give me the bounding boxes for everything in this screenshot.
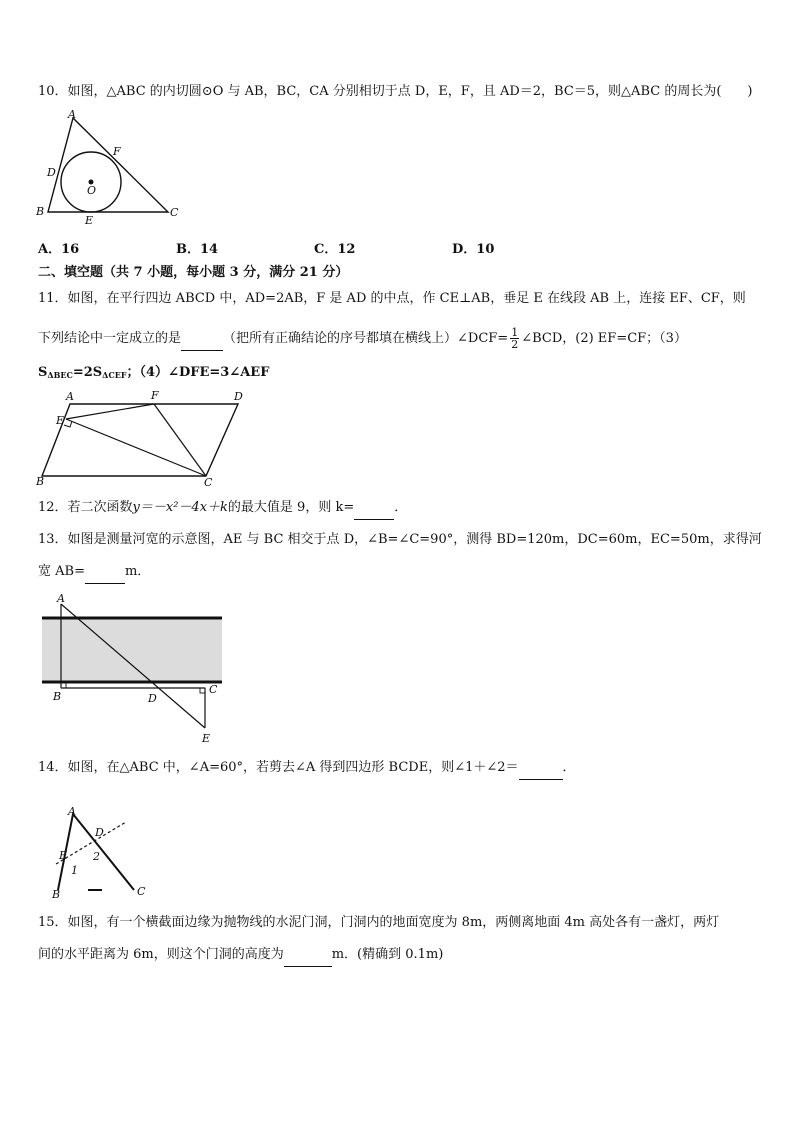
q10-label-e: E bbox=[85, 214, 94, 224]
q10-label-o: O bbox=[87, 184, 97, 197]
q13-river bbox=[42, 618, 222, 682]
q14-post: ． bbox=[562, 760, 576, 775]
q11-line1: 11．如图，在平行四边 ABCD 中，AD=2AB，F 是 AD 的中点，作 CE⊥AB，垂足 E 在线段 AB 上，连接 EF、CF，则 bbox=[38, 291, 746, 306]
q13-label-e: E bbox=[202, 732, 211, 745]
q11-frac-den: 2 bbox=[511, 338, 519, 351]
q14-label-b: B bbox=[52, 888, 61, 901]
q11-line3 bbox=[38, 364, 269, 384]
section2-title: 二、填空题（共 7 小题，每小题 3 分，满分 21 分） bbox=[38, 265, 349, 280]
q11-frac-num: 1 bbox=[511, 326, 519, 339]
q11-sub2: ΔCEF bbox=[102, 370, 127, 380]
q14-pre: 14．如图，在△ABC 中，∠A=60°，若剪去∠A 得到四边形 BCDE，则∠1＋∠2＝ bbox=[38, 760, 519, 775]
q13-line1: 13．如图是测量河宽的示意图，AE 与 BC 相交于点 D，∠B=∠C=90°，测得 BD=120m，DC=60m，EC=50m，求得河 bbox=[38, 532, 762, 547]
q10-option-d[interactable]: D．10 bbox=[452, 242, 495, 257]
q10-label-f: F bbox=[113, 145, 121, 158]
q10-figure bbox=[36, 108, 186, 224]
q11-fraction bbox=[510, 327, 519, 350]
q15-answer-blank[interactable] bbox=[284, 948, 332, 967]
q13-label-c: C bbox=[209, 683, 218, 696]
q11-label-d: D bbox=[234, 390, 243, 403]
q13-label-d: D bbox=[148, 692, 157, 705]
q10-label-d: D bbox=[47, 166, 56, 179]
q14-label-c: C bbox=[137, 885, 146, 898]
q13-line2-pre: 宽 AB= bbox=[38, 564, 85, 579]
q13-line2-post: m． bbox=[124, 564, 151, 579]
q11-label-f: F bbox=[151, 389, 159, 402]
q12-text bbox=[38, 499, 407, 520]
q14-label-a: A bbox=[68, 805, 76, 818]
q13-right-angle-c bbox=[200, 688, 205, 693]
q14-label-e: E bbox=[59, 849, 68, 862]
q13-right-angle-b bbox=[61, 683, 66, 688]
q15-line1: 15．如图，有一个横截面边缘为抛物线的水泥门洞，门洞内的地面宽度为 8m，两侧离地面 4m 高处各有一盏灯，两灯 bbox=[38, 915, 720, 930]
q10-label-b: B bbox=[36, 205, 45, 218]
q11-line3-post: ；（4）∠DFE=3∠AEF bbox=[126, 365, 270, 380]
q11-line2-pre: 下列结论中一定成立的是 bbox=[38, 331, 182, 346]
q10-label-a: A bbox=[68, 108, 76, 121]
q12-post: 的最大值是 9，则 k= bbox=[227, 500, 355, 515]
q12-end: ． bbox=[394, 500, 408, 515]
q14-label-1: 1 bbox=[71, 864, 78, 877]
q13-label-b: B bbox=[53, 690, 62, 703]
q11-line2-mid: （把所有正确结论的序号都填在横线上）∠DCF= bbox=[223, 331, 509, 346]
q11-line2-post: ∠BCD，(2) EF=CF；（3） bbox=[521, 331, 687, 346]
q13-figure bbox=[40, 590, 230, 748]
q15-line2 bbox=[38, 946, 443, 967]
q11-eq: =2S bbox=[72, 365, 103, 380]
q11-s1: S bbox=[38, 365, 48, 380]
q14-text bbox=[38, 759, 576, 780]
q11-sub1: ΔBEC bbox=[47, 370, 73, 380]
q11-line2 bbox=[38, 327, 687, 351]
q10-option-c[interactable]: C．12 bbox=[314, 242, 356, 257]
q10-option-b[interactable]: B．14 bbox=[176, 242, 219, 257]
q13-answer-blank[interactable] bbox=[85, 565, 125, 584]
q10-label-c: C bbox=[170, 206, 179, 219]
q15-line2-pre: 间的水平距离为 6m，则这个门洞的高度为 bbox=[38, 947, 284, 962]
q11-label-c: C bbox=[204, 476, 213, 486]
q12-pre: 12．若二次函数 bbox=[38, 500, 133, 515]
q13-label-a: A bbox=[57, 592, 65, 605]
q14-answer-blank[interactable] bbox=[519, 761, 563, 780]
q11-label-a: A bbox=[66, 390, 74, 403]
q11-parallelogram bbox=[42, 404, 238, 476]
q14-label-2: 2 bbox=[93, 850, 100, 863]
q14-label-d: D bbox=[95, 826, 104, 839]
q11-label-b: B bbox=[36, 475, 45, 486]
q10-text: 10．如图，△ABC 的内切圆⊙O 与 AB，BC，CA 分别相切于点 D，E，F，且 AD＝2，BC＝5，则△ABC 的周长为( ) bbox=[38, 84, 753, 99]
q13-line2 bbox=[38, 563, 150, 584]
q11-segment-ef bbox=[66, 404, 154, 419]
q11-answer-blank[interactable] bbox=[181, 332, 223, 351]
q10-option-a[interactable]: A．16 bbox=[38, 242, 80, 257]
q14-figure bbox=[46, 802, 161, 902]
q11-right-angle-mark bbox=[64, 421, 72, 427]
q12-answer-blank[interactable] bbox=[354, 501, 394, 520]
q11-figure bbox=[34, 386, 264, 486]
q15-line2-post: m．(精确到 0.1m) bbox=[331, 947, 444, 962]
q10-options bbox=[38, 238, 598, 256]
q11-label-e: E bbox=[56, 414, 65, 427]
q12-function: y＝－x²－4x＋k bbox=[132, 500, 228, 515]
